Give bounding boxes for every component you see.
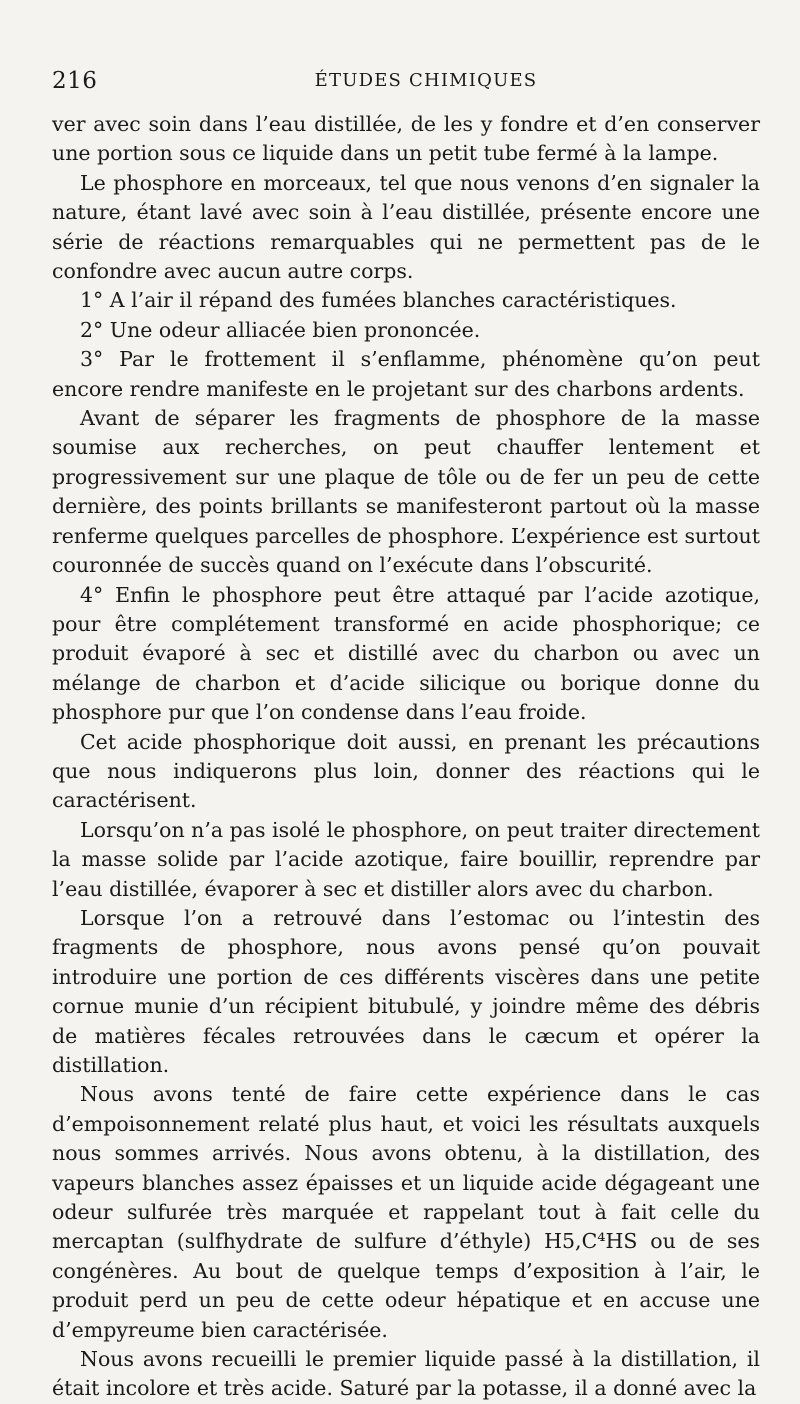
paragraph: Avant de séparer les fragments de phosphore de la masse soumise aux recherches, on peut chauffer lentement et progressivement sur une plaque de tôle ou de fer un peu de cette dernière, des points brillants se manifesteront partout où la masse renferme quelques parcelles de phosphore. L’expérience est surtout couronnée de succès quand on l’exécute dans l’obscurité. — [52, 406, 760, 578]
paragraph: ver avec soin dans l’eau distillée, de les y fondre et d’en conserver une portion sous ce liquide dans un petit tube fermé à la lampe. — [52, 112, 760, 166]
list-item: 3° Par le frottement il s’enflamme, phénomène qu’on peut encore rendre manifeste en le projetant sur des charbons ardents. — [52, 347, 760, 401]
paragraph: Lorsqu’on n’a pas isolé le phosphore, on peut traiter directement la masse solide par l’acide azotique, faire bouillir, reprendre par l’eau distillée, évaporer à sec et distiller alors avec du charbon. — [52, 817, 760, 901]
running-title: ÉTUDES CHIMIQUES — [314, 70, 538, 91]
paragraph: Nous avons recueilli le premier liquide passé à la distillation, il était incolore et très acide. Saturé par la potasse, il a donné avec la — [52, 1347, 760, 1401]
paragraph: Lorsque l’on a retrouvé dans l’estomac ou l’intestin des fragments de phosphore, nous avons pensé qu’on pouvait introduire une portion de ces différents viscères dans une petite cornue munie d’un récipient bitubulé, y joindre même des débris de matières fécales retrouvées dans le cæcum et opérer la distillation. — [52, 905, 760, 1077]
list-item: 1° A l’air il répand des fumées blanches caractéristiques. — [80, 288, 677, 313]
page-number: 216 — [52, 68, 98, 94]
paragraph: Cet acide phosphorique doit aussi, en prenant les précautions que nous indiquerons plus loin, donner des réactions qui le caractérisent. — [52, 729, 760, 813]
list-item: 4° Enfin le phosphore peut être attaqué par l’acide azotique, pour être complétement transformé en acide phosphorique; ce produit évaporé à sec et distillé avec du charbon ou avec un mélange de charbon et d’acide silicique ou borique donne du phosphore pur que l’on condense dans l’eau froide. — [52, 582, 760, 725]
paragraph: Le phosphore en morceaux, tel que nous venons d’en signaler la nature, étant lavé avec soin à l’eau distillée, présente encore une série de réactions remarquables qui ne permettent pas de le confondre avec aucun autre corps. — [52, 170, 760, 284]
page-header — [52, 68, 760, 98]
list-item: 2° Une odeur alliacée bien prononcée. — [80, 317, 481, 342]
body-text — [52, 110, 760, 1404]
paragraph: Nous avons tenté de faire cette expérience dans le cas d’empoisonnement relaté plus haut, et voici les résultats auxquels nous sommes arrivés. Nous avons obtenu, à la distillation, des vapeurs blanches assez épaisses et un liquide acide dégageant une odeur sulfurée très marquée et rappelant tout à fait celle du mercaptan (sulfhydrate de sulfure d’éthyle) H5,C⁴HS ou de ses congénères. Au bout de quelque temps d’exposition à l’air, le produit perd un peu de cette odeur hépatique et en accuse une d’empyreume bien caractérisée. — [52, 1082, 760, 1342]
